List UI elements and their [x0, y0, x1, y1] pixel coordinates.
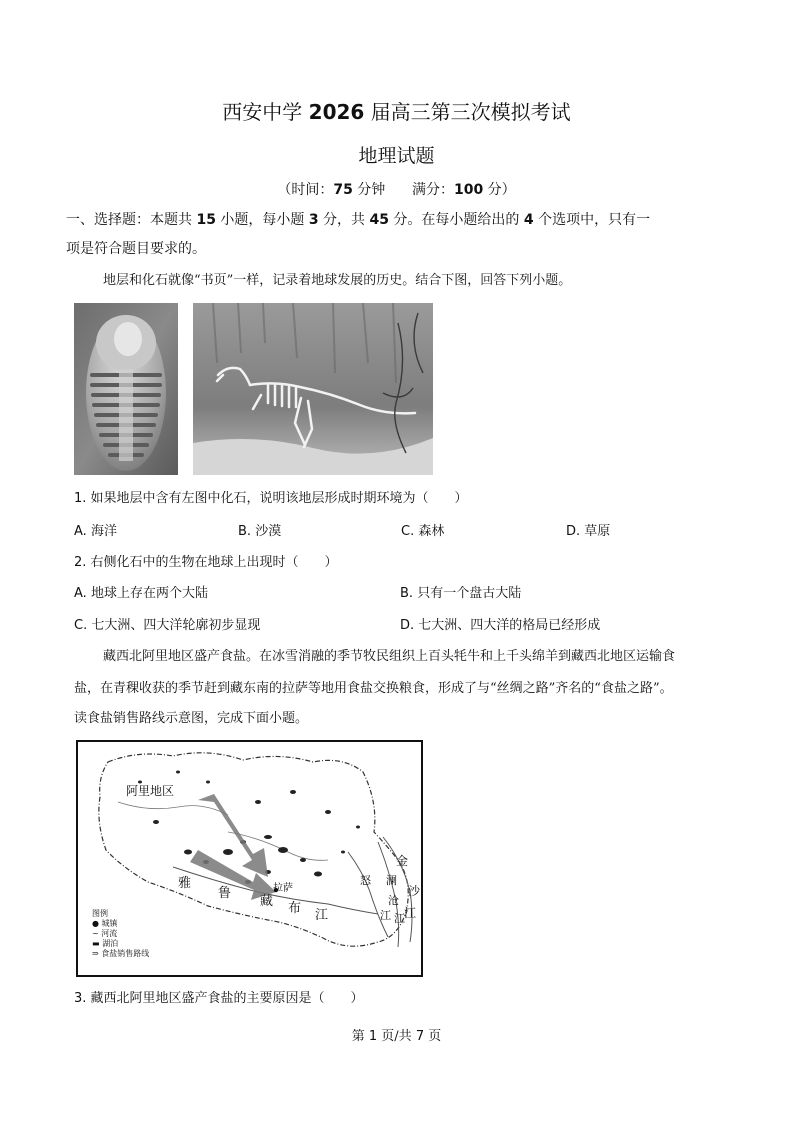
map-nu-2: 江 — [380, 909, 391, 922]
legend-item-lake: ▬ 湖泊 — [92, 939, 119, 948]
legend-item-town: ● 城镇 — [92, 919, 118, 928]
question-1: 1. 如果地层中含有左图中化石，说明该地层形成时期环境为（ ） — [74, 491, 468, 506]
question-2: 2. 右侧化石中的生物在地球上出现时（ ） — [74, 555, 338, 570]
legend-title: 图例 — [92, 909, 108, 918]
map-label-ali: 阿里地区 — [126, 784, 175, 798]
map-jinsha-1: 金 — [396, 854, 409, 868]
intro-salt-line3: 读食盐销售路线示意图，完成下面小题。 — [74, 711, 309, 726]
exam-time-info: （时间：75 分钟 满分：100 分） — [277, 182, 516, 198]
map-river-char-5: 江 — [315, 908, 329, 923]
salt-route-arrows — [190, 794, 276, 900]
q2-option-c[interactable]: C. 七大洲、四大洋轮廓初步显现 — [74, 618, 261, 633]
q1-option-c[interactable]: C. 森林 — [401, 524, 445, 539]
map-lancang-2: 沧 — [388, 894, 399, 907]
map-river-char-1: 雅 — [178, 876, 192, 891]
map-jinsha-2: 沙 — [408, 884, 421, 898]
map-river-char-3: 藏 — [260, 894, 274, 909]
map-lancang-1: 澜 — [386, 874, 397, 887]
q2-option-d[interactable]: D. 七大洲、四大洋的格局已经形成 — [400, 618, 601, 633]
map-label-lhasa: 拉萨 — [273, 883, 293, 894]
salt-route-map — [76, 740, 423, 977]
map-nu-1: 怒 — [360, 874, 371, 887]
q2-option-a[interactable]: A. 地球上存在两个大陆 — [74, 586, 208, 601]
route-arrow-icon: ⇒ — [92, 949, 102, 958]
trilobite-fossil-image — [74, 303, 178, 475]
legend-item-river: ~ 河流 — [92, 929, 118, 938]
exam-title: 西安中学 2026 届高三第三次模拟考试 — [222, 100, 571, 124]
section-instructions: 一、选择题：本题共 15 小题，每小题 3 分，共 45 分。在每小题给出的 4 个选项中，只有一 — [66, 212, 651, 228]
intro-fossil: 地层和化石就像“书页”一样，记录着地球发展的历史。结合下图，回答下列小题。 — [103, 273, 572, 288]
map-legend — [92, 909, 149, 959]
page-footer: 第 1 页/共 7 页 — [351, 1029, 442, 1044]
q1-option-d[interactable]: D. 草原 — [566, 524, 611, 539]
map-lancang-3: 江 — [394, 912, 405, 925]
nu-river — [348, 852, 388, 937]
river-line-icon: ~ — [92, 929, 102, 938]
map-river-char-4: 布 — [288, 901, 302, 916]
question-3: 3. 藏西北阿里地区盛产食盐的主要原因是（ ） — [74, 991, 364, 1006]
dinosaur-fossil-image — [193, 303, 433, 475]
intro-salt-line2: 盐，在青稞收获的季节赶到藏东南的拉萨等地用食盐交换粮食，形成了与“丝绸之路”齐名的“食盐之路”。 — [74, 681, 673, 696]
map-river-char-2: 鲁 — [218, 886, 232, 901]
exam-subtitle: 地理试题 — [358, 145, 435, 167]
lake-icon: ▬ — [92, 939, 103, 948]
q1-option-b[interactable]: B. 沙漠 — [238, 524, 282, 539]
map-jinsha-3: 江 — [404, 906, 417, 920]
q2-option-b[interactable]: B. 只有一个盘古大陆 — [400, 586, 522, 601]
intro-salt-line1: 藏西北阿里地区盛产食盐。在冰雪消融的季节牧民组织上百头牦牛和上千头绵羊到藏西北地区运输食 — [103, 649, 676, 664]
q1-option-a[interactable]: A. 海洋 — [74, 524, 117, 539]
legend-item-route: ⇒ 食盐销售路线 — [92, 949, 150, 958]
section-instructions-line2: 项是符合题目要求的。 — [66, 241, 206, 257]
town-dot-icon: ● — [92, 919, 102, 928]
